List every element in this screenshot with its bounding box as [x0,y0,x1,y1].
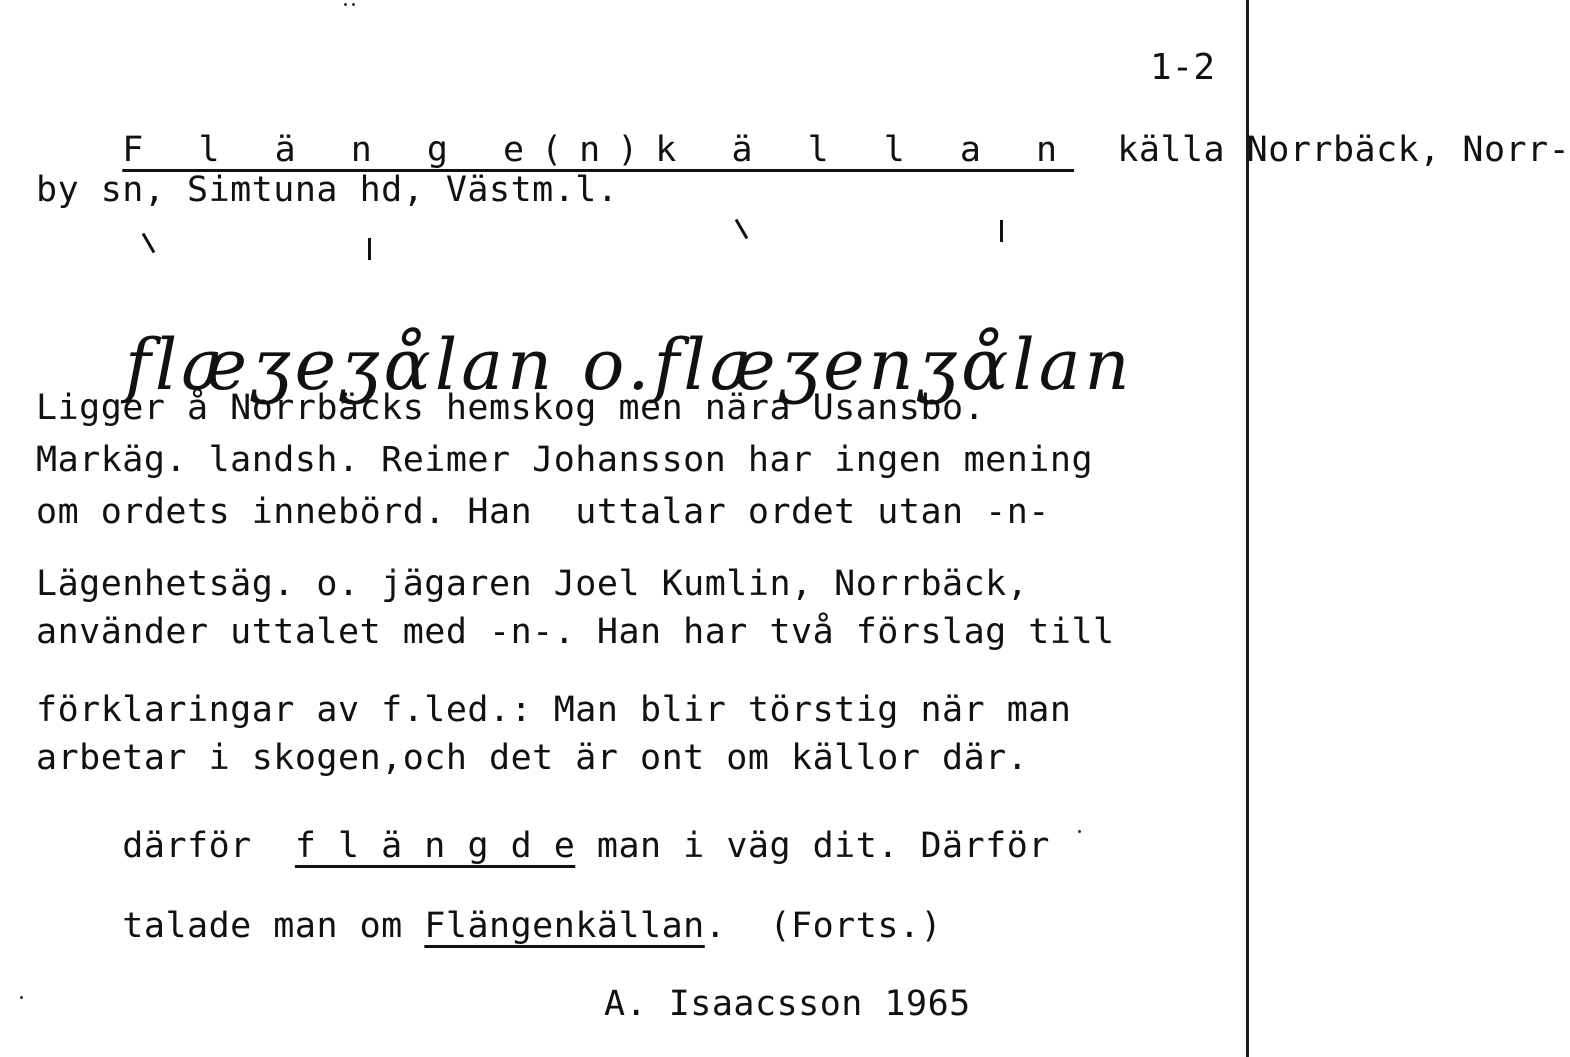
body-line: använder uttalet med -n-. Han har två förslag till [36,612,1115,652]
body-text: . (Forts.) [704,906,943,946]
place-name-heading: F l ä n g e(n)k ä l l a n [122,130,1075,170]
body-line: Markäg. landsh. Reimer Johansson har ingen mening [36,440,1094,480]
scan-speck [344,3,347,6]
place-description: källa Norrbäck, Norr- [1117,130,1570,170]
body-text: därför [122,826,295,866]
stress-mark [368,238,371,260]
location-line: by sn, Simtuna hd, Västm.l. [36,170,619,210]
scan-speck [1078,830,1081,833]
scan-speck [352,3,355,6]
pronunciation-form-2: flæʒenʒɑ̊lan [653,324,1134,406]
body-line: Ligger å Norrbäcks hemskog men nära Usansbo. [36,388,986,428]
underlined-place-name: Flängenkällan [424,906,705,946]
body-text: man i väg dit. Därför [575,826,1050,866]
signature: A. Isaacsson 1965 [604,984,971,1024]
underlined-word: f l ä n g d e [294,826,576,866]
body-line-with-underline [36,866,942,986]
body-text: talade man om [122,906,425,946]
stress-mark [735,219,749,240]
card-number: 1-2 [1150,47,1216,88]
body-line: arbetar i skogen,och det är ont om källor där. [36,738,1029,778]
pronunciation-form-1: flæʒeʒɑ̊lan [125,324,557,406]
pronunciation-separator: o. [582,324,654,406]
stress-mark [1000,220,1003,242]
body-line: Lägenhetsäg. o. jägaren Joel Kumlin, Norrbäck, [36,564,1029,604]
body-line: förklaringar av f.led.: Man blir törstig när man [36,690,1072,730]
scan-speck [20,996,23,999]
body-line: om ordets innebörd. Han uttalar ordet utan -n- [36,492,1050,532]
